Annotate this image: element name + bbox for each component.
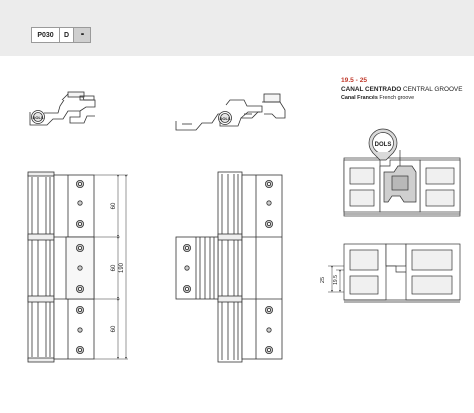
dim-bottom-label: 60 bbox=[111, 325, 117, 333]
plan-left-logo: DOLS bbox=[32, 115, 44, 120]
groove-title-bold: CANAL CENTRADO bbox=[341, 86, 402, 93]
profile-dim-inner: 19.5 bbox=[333, 275, 339, 285]
profile-dim-outer: 25 bbox=[320, 276, 326, 284]
profile-logo: DOLS bbox=[374, 142, 392, 148]
dim-total-label: 190 bbox=[119, 262, 125, 274]
product-code: P030 bbox=[32, 28, 60, 42]
plan-right-logo: DOLS bbox=[219, 116, 231, 121]
side-label: D bbox=[60, 28, 74, 42]
hinge-plan-left bbox=[30, 92, 95, 125]
hinge-side-view bbox=[176, 172, 282, 362]
hinge-plan-right bbox=[176, 94, 285, 130]
groove-range: 19.5 - 25 bbox=[341, 77, 368, 84]
dim-mid-label: 60 bbox=[111, 264, 117, 272]
groove-title-light: CENTRAL GROOVE bbox=[403, 86, 463, 93]
dim-top-label: 60 bbox=[111, 202, 117, 210]
profile-section-top bbox=[344, 129, 460, 216]
hinge-front-view bbox=[28, 172, 94, 362]
variant-dots: •• bbox=[74, 28, 90, 42]
profile-section-bottom bbox=[344, 244, 460, 302]
groove-sub-bold: Canal Francés bbox=[341, 95, 378, 101]
groove-sub-light: French groove bbox=[379, 95, 415, 101]
